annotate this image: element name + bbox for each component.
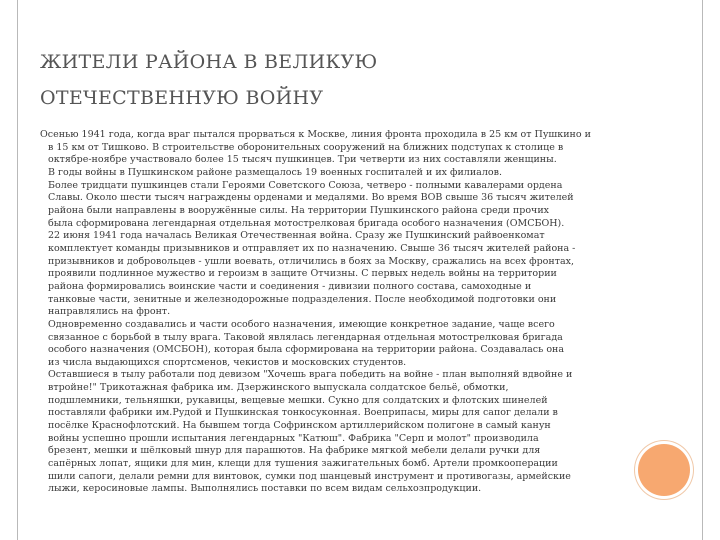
slide-title (40, 44, 660, 116)
body-line: подшлемники, тельняшки, рукавицы, вещевые мешки. Сукно для солдатских и флотских шинелей (48, 394, 548, 406)
body-line: Одновременно создавались и части особого назначения, имеющие конкретное задание, чаще всего (48, 318, 555, 330)
body-line: танковые части, зенитные и железнодорожные подразделения. После необходимой подготовки они (48, 293, 557, 305)
body-line: проявили подлинное мужество и героизм в защите Отчизны. С первых недель войны на территории (48, 268, 557, 280)
body-line: брезент, мешки и шёлковый шнур для парашютов. На фабрике мягкой мебели делали ручки для (48, 445, 541, 457)
body-line: особого назначения (ОМСБОН), которая была сформирована на территории района. Создавалась она (48, 344, 565, 356)
body-line: сапёрных лопат, ящики для мин, клещи для тушения зажигательных бомб. Артели промкооперации (48, 458, 558, 470)
body-line: Более тридцати пушкинцев стали Героями Советского Союза, четверо - полными кавалерами ордена (48, 179, 563, 191)
body-line: в 15 км от Тишково. В строительстве оборонительных сооружений на ближних подступах к столице в (48, 141, 564, 153)
title-line-2: ОТЕЧЕСТВЕННУЮ ВОЙНУ (40, 87, 324, 109)
body-line: призывников и добровольцев - ушли воевать, отличились в боях за Москву, сражались на всех фронтах, (48, 255, 575, 267)
body-line: была сформирована легендарная отдельная мотострелковая бригада особого назначения (ОМСБОН). (48, 217, 565, 229)
body-text (40, 129, 660, 496)
body-line: 22 июня 1941 года началась Великая Отечественная война. Сразу же Пушкинский райвоенкомат (48, 230, 545, 242)
body-line: посёлке Краснофлотский. На бывшем тогда Софринском артиллерийском полигоне в самый канун (48, 420, 551, 432)
body-line: направлялись на фронт. (48, 306, 171, 318)
body-line: комплектует команды призывников и отправляет их по назначению. Свыше 36 тысяч жителей района - (48, 242, 576, 254)
body-line: втройне!" Трикотажная фабрика им. Дзержинского выпускала солдатское бельё, обмотки, (48, 382, 509, 394)
body-line: связанное с борьбой в тылу врага. Таковой являлась легендарная отдельная мотострелковая бригада (48, 331, 563, 343)
body-line: поставляли фабрики им.Рудой и Пушкинская тонкосуконная. Boеприпасы, миры для сапог делали в (48, 407, 558, 419)
left-border-line (17, 0, 18, 540)
body-line: Оставшиеся в тылу работали под девизом "Хочешь врага победить на войне - план выполняй вдвойне и (48, 369, 573, 381)
body-line: шили сапоги, делали ремни для винтовок, сумки под шанцевый инструмент и противогазы, армейские (48, 470, 571, 482)
body-line: района были направлены в вооружённые силы. На территории Пушкинского района среди прочих (48, 204, 550, 216)
right-border-line (702, 0, 703, 540)
body-line: В годы войны в Пушкинском районе размещалось 19 военных госпиталей и их филиалов. (48, 166, 502, 178)
body-line: октябре-ноябре участвовало более 15 тысяч пушкинцев. Три четверти из них составляли женщины. (48, 154, 557, 166)
body-line: Осенью 1941 года, когда враг пытался прорваться к Москве, линия фронта проходила в 25 км от Пушкино и (40, 129, 591, 140)
body-line: из числа выдающихся спортсменов, чекистов и московских студентов. (48, 356, 407, 368)
body-line: Славы. Около шести тысяч награждены орденами и медалями. Во время ВОВ свыше 36 тысяч жителей (48, 192, 574, 204)
body-line: войны успешно прошли испытания легендарных "Катюш". Фабрика "Серп и молот" производила (48, 432, 539, 444)
body-line: лыжи, керосиновые лампы. Выполнялись поставки по всем видам сельхозпродукции. (48, 483, 482, 495)
title-line-1: ЖИТЕЛИ РАЙОНА В ВЕЛИКУЮ (40, 51, 378, 73)
decorative-orange-circle (638, 444, 690, 496)
body-line: района формировались воинские части и соединения - дивизии полного состава, самоходные и (48, 280, 532, 292)
